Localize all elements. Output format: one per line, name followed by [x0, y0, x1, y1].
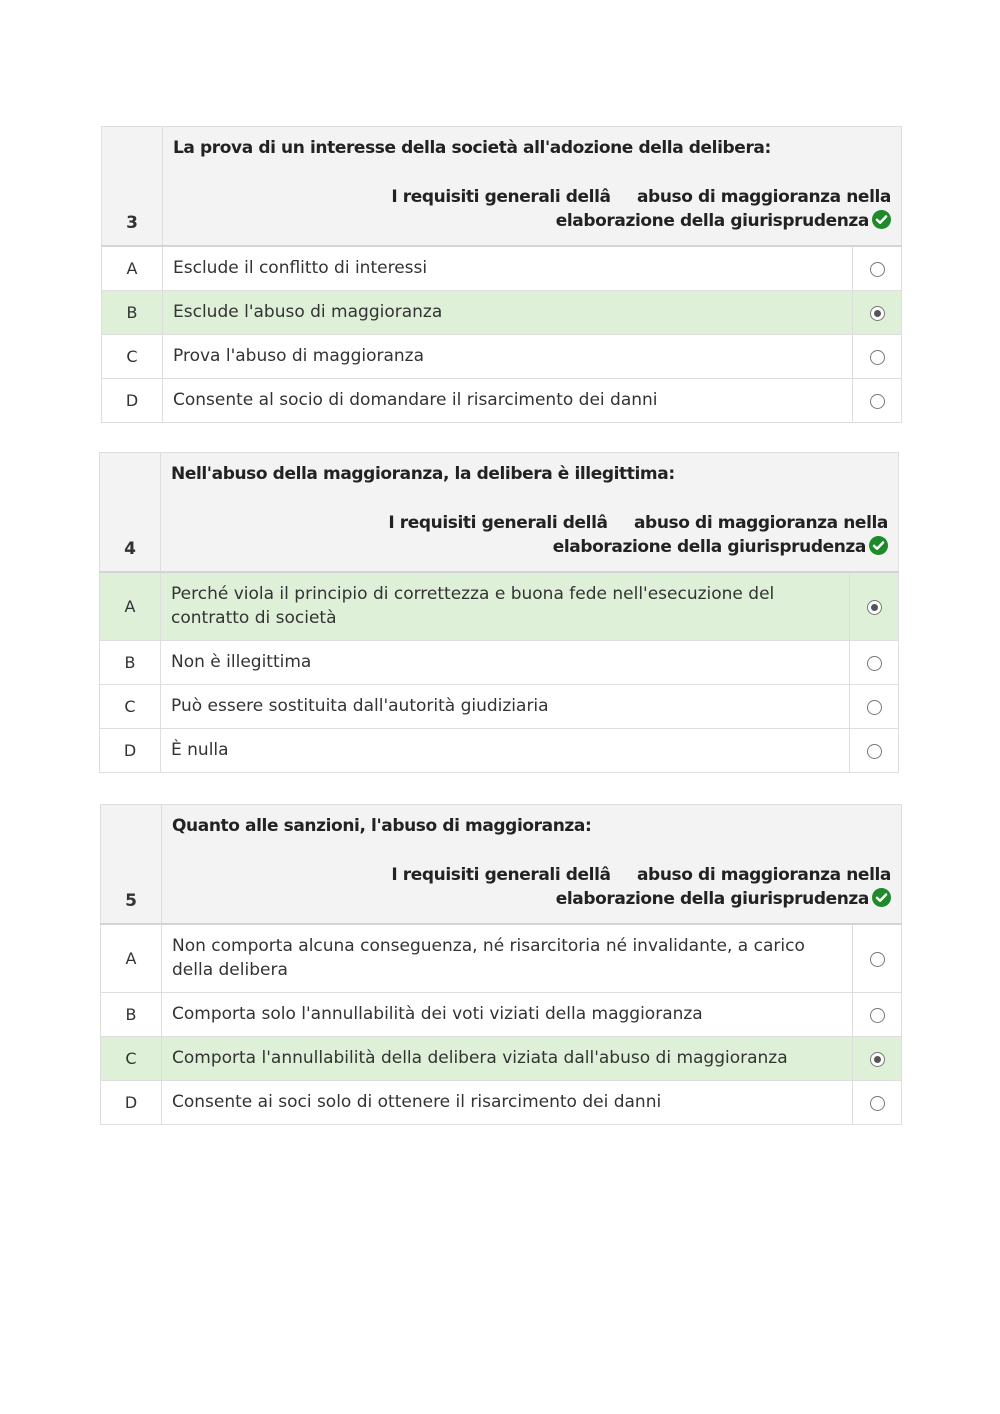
question-text: Nell'abuso della maggioranza, la delibera è illegittima: [171, 464, 675, 484]
check-circle-icon [869, 536, 888, 555]
answer-option[interactable] [102, 246, 902, 290]
option-radio-checked[interactable] [870, 306, 885, 321]
option-radio-checked[interactable] [870, 1052, 885, 1067]
question-header [100, 453, 899, 573]
answer-option[interactable] [100, 728, 899, 772]
answer-option-selected[interactable] [100, 572, 899, 640]
question-text: La prova di un interesse della società all'adozione della delibera: [173, 138, 771, 158]
option-text: Non è illegittima [161, 640, 850, 684]
option-radio[interactable] [867, 744, 882, 759]
answer-option[interactable] [102, 378, 902, 422]
option-letter: C [100, 684, 161, 728]
question-card-5 [100, 804, 902, 1125]
question-header [102, 127, 902, 247]
question-topic [173, 185, 891, 233]
option-letter: D [102, 378, 163, 422]
option-text: Consente ai soci solo di ottenere il risarcimento dei danni [162, 1080, 853, 1124]
topic-text: I requisiti generali dellâabuso di maggioranza nella elaborazione della giurisprudenza [391, 187, 891, 231]
question-header-cell [163, 127, 902, 247]
option-radio[interactable] [870, 394, 885, 409]
topic-text: I requisiti generali dellâabuso di maggioranza nella elaborazione della giurisprudenza [388, 513, 888, 557]
answer-option[interactable] [100, 640, 899, 684]
option-text: Perché viola il principio di correttezza e buona fede nell'esecuzione del contratto di società [161, 572, 850, 640]
answer-option[interactable] [101, 924, 902, 992]
option-letter: A [101, 924, 162, 992]
option-radio[interactable] [870, 1096, 885, 1111]
option-letter: A [102, 246, 163, 290]
question-topic [172, 863, 891, 911]
question-topic [171, 511, 888, 559]
answer-option[interactable] [102, 334, 902, 378]
option-text: Non comporta alcuna conseguenza, né risarcitoria né invalidante, a carico della delibera [162, 924, 853, 992]
answer-option-selected[interactable] [102, 290, 902, 334]
question-number: 4 [100, 453, 161, 573]
question-header-cell [162, 805, 902, 925]
option-letter: D [101, 1080, 162, 1124]
option-letter: B [101, 992, 162, 1036]
answer-option[interactable] [101, 1080, 902, 1124]
option-text: Esclude l'abuso di maggioranza [163, 290, 853, 334]
option-radio[interactable] [867, 656, 882, 671]
question-header-cell [161, 453, 899, 573]
option-radio[interactable] [867, 700, 882, 715]
option-letter: B [100, 640, 161, 684]
option-text: È nulla [161, 728, 850, 772]
option-radio[interactable] [870, 350, 885, 365]
check-circle-icon [872, 210, 891, 229]
option-text: Prova l'abuso di maggioranza [163, 334, 853, 378]
check-circle-icon [872, 888, 891, 907]
option-letter: C [101, 1036, 162, 1080]
option-radio[interactable] [870, 262, 885, 277]
topic-text: I requisiti generali dellâabuso di maggioranza nella elaborazione della giurisprudenza [391, 865, 891, 909]
question-text: Quanto alle sanzioni, l'abuso di maggioranza: [172, 816, 592, 836]
question-card-4 [99, 452, 899, 773]
option-text: Esclude il conflitto di interessi [163, 246, 853, 290]
option-text: Comporta l'annullabilità della delibera viziata dall'abuso di maggioranza [162, 1036, 853, 1080]
option-text: Comporta solo l'annullabilità dei voti viziati della maggioranza [162, 992, 853, 1036]
question-number: 3 [102, 127, 163, 247]
answer-option[interactable] [101, 992, 902, 1036]
question-number: 5 [101, 805, 162, 925]
option-radio[interactable] [870, 952, 885, 967]
option-radio[interactable] [870, 1008, 885, 1023]
option-letter: B [102, 290, 163, 334]
question-header [101, 805, 902, 925]
answer-option[interactable] [100, 684, 899, 728]
option-letter: A [100, 572, 161, 640]
option-letter: D [100, 728, 161, 772]
option-letter: C [102, 334, 163, 378]
option-text: Può essere sostituita dall'autorità giudiziaria [161, 684, 850, 728]
answer-option-selected[interactable] [101, 1036, 902, 1080]
question-card-3 [101, 126, 902, 423]
option-text: Consente al socio di domandare il risarcimento dei danni [163, 378, 853, 422]
option-radio-checked[interactable] [867, 600, 882, 615]
